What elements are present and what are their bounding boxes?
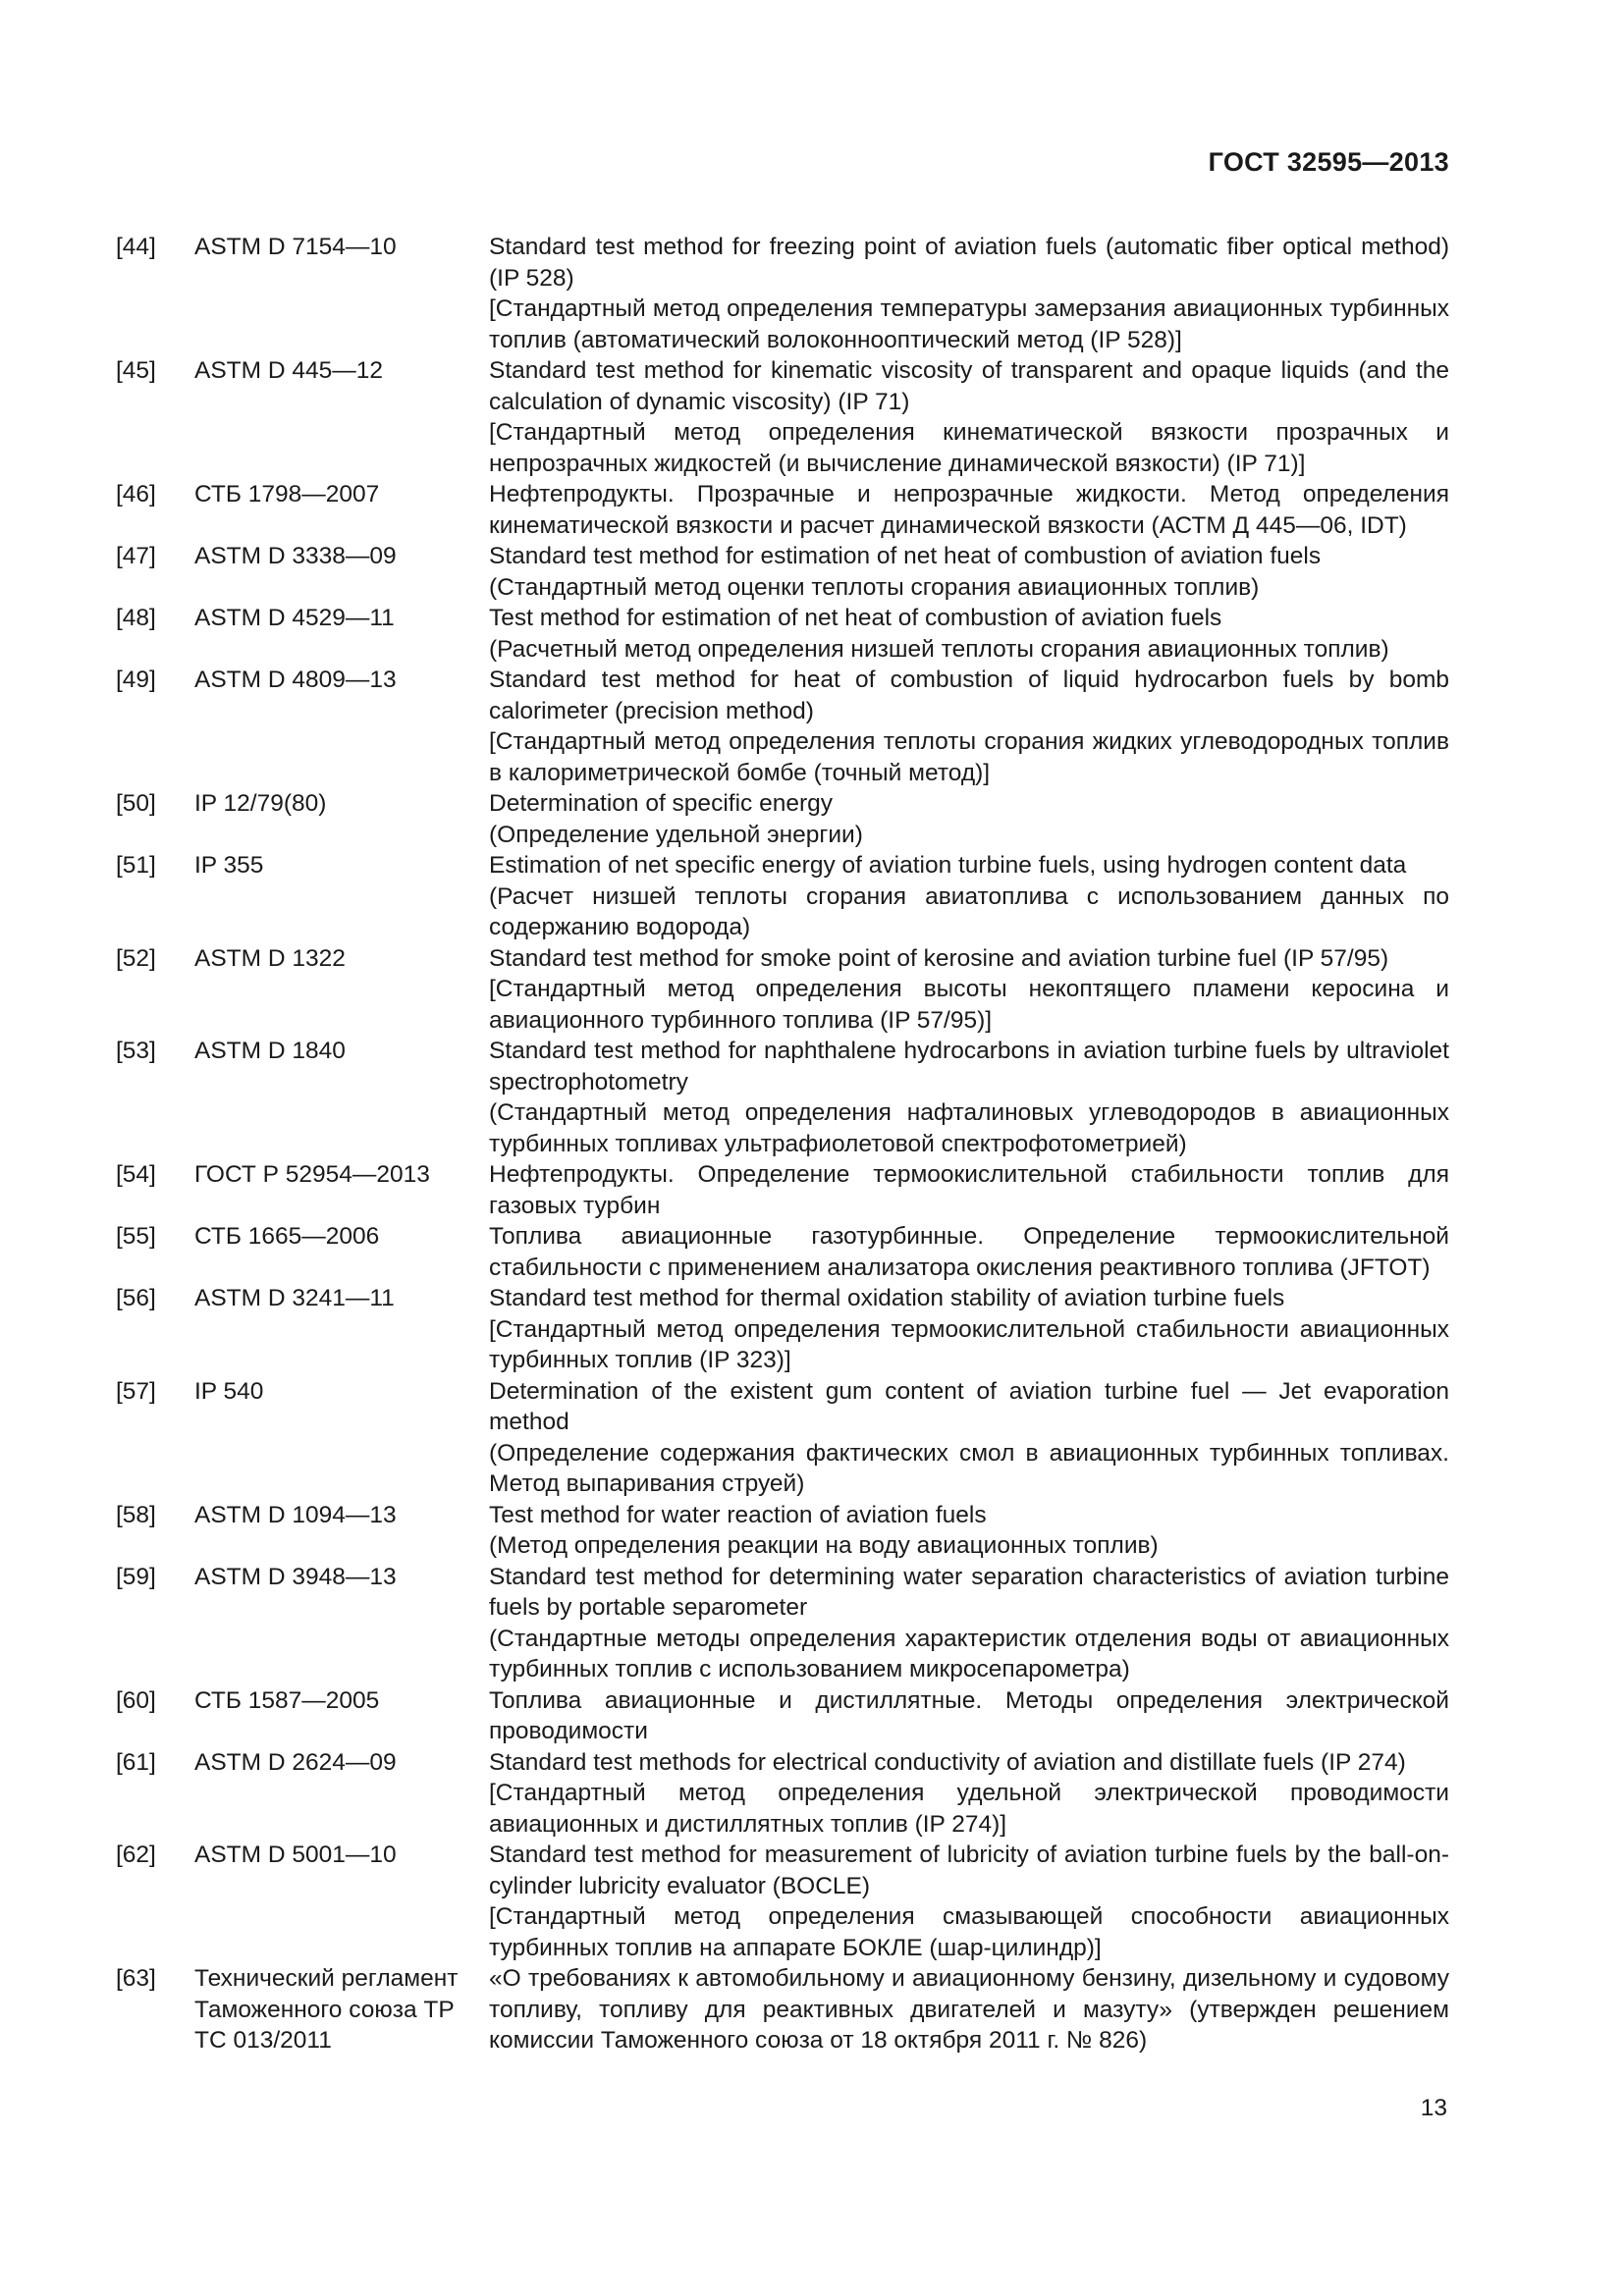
reference-code: ASTM D 1322 [194, 944, 346, 972]
reference-entry [116, 1562, 1449, 1685]
reference-number: [49] [116, 667, 156, 693]
reference-title-ru: [Стандартный метод определения смазывающей способности авиационных турбинных топлив на аппарате БОКЛЕ (шар-цилиндр)] [489, 1903, 1449, 1961]
reference-number: [46] [116, 481, 156, 507]
reference-number: [45] [116, 357, 156, 384]
reference-code: ASTM D 4809—13 [194, 667, 397, 693]
reference-number: [60] [116, 1686, 156, 1714]
reference-code: IP 540 [194, 1377, 264, 1405]
reference-title-en: Standard test method for kinematic viscosity of transparent and opaque liquids (and the calculation of dynamic viscosity) (IP 71) [489, 357, 1449, 415]
reference-number: [63] [116, 1965, 156, 1992]
reference-code: СТБ 1665—2006 [194, 1223, 380, 1250]
reference-code: ГОСТ Р 52954—2013 [194, 1161, 430, 1188]
reference-title-en: Standard test method for estimation of net heat of combustion of aviation fuels [489, 543, 1322, 569]
reference-title [489, 1283, 1449, 1376]
reference-title-ru: [Стандартный метод определения кинематической вязкости прозрачных и непрозрачных жидкостей (и вычисление динамической вязкости) (IP 71)] [489, 419, 1449, 477]
reference-title-en: Standard test method for naphthalene hydrocarbons in aviation turbine fuels by ultraviolet spectrophotometry [489, 1038, 1449, 1095]
reference-title-ru: (Определение удельной энергии) [489, 821, 863, 848]
reference-title-ru: [Стандартный метод определения теплоты сгорания жидких углеводородных топлив в калориметрической бомбе (точный метод)] [489, 728, 1449, 786]
reference-title [489, 1685, 1449, 1747]
reference-title [489, 1221, 1449, 1283]
reference-number: [62] [116, 1842, 156, 1868]
reference-code: СТБ 1798—2007 [194, 481, 380, 507]
reference-code: ASTM D 3338—09 [194, 543, 397, 569]
reference-code: ASTM D 1094—13 [194, 1501, 397, 1528]
reference-title-en: Standard test method for heat of combustion of liquid hydrocarbon fuels by bomb calorimeter (precision method) [489, 667, 1449, 724]
reference-title-en: Топлива авиационные и дистиллятные. Методы определения электрической проводимости [489, 1686, 1449, 1744]
reference-code: СТБ 1587—2005 [194, 1686, 380, 1714]
reference-entry [116, 1283, 1449, 1376]
reference-entry [116, 1221, 1449, 1283]
reference-title [489, 1036, 1449, 1159]
reference-number: [48] [116, 605, 156, 631]
reference-title [489, 603, 1449, 665]
reference-code: ASTM D 3948—13 [194, 1563, 397, 1590]
reference-entry [116, 541, 1449, 603]
reference-title [489, 232, 1449, 355]
reference-title [489, 355, 1449, 479]
reference-code: ASTM D 5001—10 [194, 1842, 397, 1868]
reference-title-en: Determination of specific energy [489, 790, 833, 817]
reference-title-en: Test method for estimation of net heat of combustion of aviation fuels [489, 605, 1222, 631]
reference-title-en: Нефтепродукты. Определение термоокислительной стабильности топлив для газовых турбин [489, 1161, 1449, 1219]
reference-number: [51] [116, 852, 156, 879]
reference-title-en: «О требованиях к автомобильному и авиационному бензину, дизельному и судовому топливу, топливу для реактивных двигателей и мазуту» (утвержден решением комиссии Таможенного союза от 18 октября 2011 г. № 826) [489, 1965, 1449, 2054]
reference-entry [116, 479, 1449, 541]
reference-entry [116, 1840, 1449, 1963]
reference-entry [116, 1036, 1449, 1159]
reference-number: [54] [116, 1161, 156, 1188]
page-number: 13 [1420, 2095, 1447, 2121]
reference-title-en: Standard test method for measurement of lubricity of aviation turbine fuels by the ball-on-cylinder lubricity evaluator (BOCLE) [489, 1842, 1449, 1899]
reference-title [489, 943, 1449, 1037]
reference-code: IP 12/79(80) [194, 790, 327, 817]
reference-title-en: Standard test methods for electrical conductivity of aviation and distillate fuels (IP 274) [489, 1748, 1406, 1776]
reference-code: ASTM D 445—12 [194, 357, 383, 384]
reference-number: [50] [116, 790, 156, 817]
reference-title-ru: (Метод определения реакции на воду авиационных топлив) [489, 1532, 1159, 1559]
reference-entry [116, 788, 1449, 850]
reference-title [489, 541, 1449, 603]
reference-number: [47] [116, 543, 156, 569]
reference-title [489, 1747, 1449, 1841]
reference-title-ru: (Расчет низшей теплоты сгорания авиатоплива с использованием данных по содержанию водорода) [489, 882, 1449, 940]
reference-number: [44] [116, 234, 156, 260]
reference-title-en: Топлива авиационные газотурбинные. Определение термоокислительной стабильности с применением анализатора окисления реактивного топлива (JFTOT) [489, 1223, 1449, 1281]
reference-code: ASTM D 7154—10 [194, 234, 397, 260]
reference-number: [61] [116, 1748, 156, 1776]
reference-title [489, 1840, 1449, 1963]
reference-entry [116, 355, 1449, 479]
reference-title-ru: (Стандартный метод определения нафталиновых углеводородов в авиационных турбинных топливах ультрафиолетовой спектрофотометрией) [489, 1099, 1449, 1157]
reference-code: IP 355 [194, 852, 264, 879]
reference-title-ru: [Стандартный метод определения высоты некоптящего пламени керосина и авиационного турбинного топлива (IP 57/95)] [489, 976, 1449, 1034]
reference-title [489, 850, 1449, 943]
reference-title-ru: [Стандартный метод определения удельной электрической проводимости авиационных и дистиллятных топлив (IP 274)] [489, 1780, 1449, 1838]
reference-number: [58] [116, 1501, 156, 1528]
reference-title [489, 1159, 1449, 1221]
reference-code: Технический регламент Таможенного союза ТР ТС 013/2011 [194, 1965, 459, 2054]
reference-title-en: Test method for water reaction of aviation fuels [489, 1501, 987, 1528]
reference-entry [116, 232, 1449, 355]
reference-title-en: Determination of the existent gum content of aviation turbine fuel — Jet evaporation method [489, 1377, 1449, 1435]
reference-title [489, 1562, 1449, 1685]
reference-title-ru: (Определение содержания фактических смол в авиационных турбинных топливах. Метод выпаривания струей) [489, 1439, 1449, 1497]
reference-title-ru: (Стандартный метод оценки теплоты сгорания авиационных топлив) [489, 573, 1260, 601]
reference-code: ASTM D 4529—11 [194, 605, 395, 631]
reference-entry [116, 665, 1449, 788]
reference-title-en: Нефтепродукты. Прозрачные и непрозрачные жидкости. Метод определения кинематической вязкости и расчет динамической вязкости (АСТМ Д 445—06, IDT) [489, 481, 1449, 539]
reference-number: [53] [116, 1038, 156, 1064]
reference-title [489, 1963, 1449, 2056]
reference-title-en: Standard test method for determining water separation characteristics of aviation turbine fuels by portable separometer [489, 1563, 1449, 1621]
reference-title-en: Estimation of net specific energy of aviation turbine fuels, using hydrogen content data [489, 852, 1407, 879]
reference-number: [56] [116, 1285, 156, 1311]
reference-title [489, 1500, 1449, 1562]
reference-entry [116, 1747, 1449, 1841]
reference-title-ru: [Стандартный метод определения температуры замерзания авиационных турбинных топлив (автоматический волоконнооптический метод (IP 528)] [489, 295, 1449, 353]
reference-title-ru: (Расчетный метод определения низшей теплоты сгорания авиационных топлив) [489, 635, 1389, 663]
bibliography-list [116, 232, 1449, 2056]
reference-title [489, 1376, 1449, 1500]
reference-entry [116, 1376, 1449, 1500]
reference-entry [116, 1685, 1449, 1747]
reference-number: [59] [116, 1563, 156, 1590]
reference-number: [52] [116, 944, 156, 972]
reference-title [489, 788, 1449, 850]
reference-title-ru: (Стандартные методы определения характеристик отделения воды от авиационных турбинных топлив с использованием микросепарометра) [489, 1625, 1449, 1682]
document-header: ГОСТ 32595—2013 [1208, 147, 1449, 177]
reference-entry [116, 943, 1449, 1037]
reference-title-en: Standard test method for smoke point of kerosine and aviation turbine fuel (IP 57/95) [489, 944, 1389, 972]
reference-entry [116, 603, 1449, 665]
reference-title [489, 665, 1449, 788]
reference-title-ru: [Стандартный метод определения термоокислительной стабильности авиационных турбинных топлив (IP 323)] [489, 1315, 1449, 1373]
reference-code: ASTM D 1840 [194, 1038, 346, 1064]
reference-title-en: Standard test method for thermal oxidation stability of aviation turbine fuels [489, 1285, 1285, 1311]
reference-entry [116, 1963, 1449, 2056]
reference-code: ASTM D 2624—09 [194, 1748, 397, 1776]
reference-code: ASTM D 3241—11 [194, 1285, 395, 1311]
reference-number: [55] [116, 1223, 156, 1250]
reference-entry [116, 1500, 1449, 1562]
reference-title [489, 479, 1449, 541]
reference-title-en: Standard test method for freezing point of aviation fuels (automatic fiber optical method) (IP 528) [489, 234, 1449, 292]
reference-number: [57] [116, 1377, 156, 1405]
reference-entry [116, 1159, 1449, 1221]
reference-entry [116, 850, 1449, 943]
